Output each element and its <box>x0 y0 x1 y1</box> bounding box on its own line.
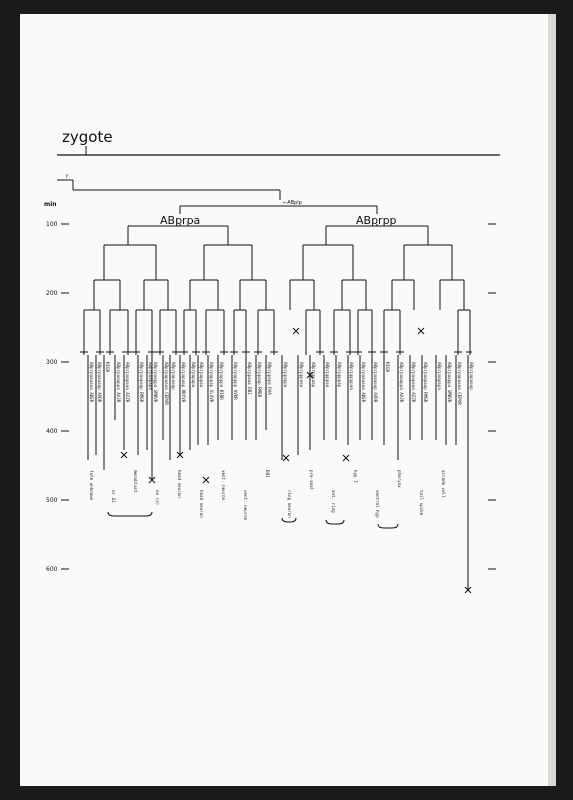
fate-annotation: ring neuron <box>287 490 292 518</box>
leaf-label: ABprpapaap URYVR <box>181 362 186 403</box>
fate-annotation: head neuron <box>199 490 204 518</box>
fate-annotation: pre-anal <box>309 470 314 491</box>
cell-death-mark <box>418 328 424 334</box>
leaf-label: ABprpaapaaa AIZR <box>125 362 130 403</box>
svg-text:600: 600 <box>46 566 58 573</box>
leaf-label: ABprpappaa <box>199 362 204 388</box>
svg-text:400: 400 <box>46 428 58 435</box>
fate-annotation: ant. ring <box>331 490 336 513</box>
fate-annotation: vent. neuron <box>243 490 248 521</box>
zygote-label: zygote <box>62 128 113 146</box>
leaf-label: ABprpaaappa AVJR <box>116 362 121 403</box>
fate-annotation: DB1 <box>265 470 270 478</box>
cell-death-mark <box>121 452 127 458</box>
fate-annotation: head neuron <box>177 470 182 498</box>
cell-death-mark <box>343 455 349 461</box>
abprpp-label: ABprpp <box>356 214 397 227</box>
leaf-label: ABprppppaa <box>325 362 330 388</box>
fate-annotation: tail spike <box>419 490 424 516</box>
leaf-label: ABprpappap OLQVR <box>209 362 214 403</box>
leaf-label: ABprpaaappa AVJR <box>399 362 404 403</box>
leaf-label: ABprpaapaap RMGR <box>139 362 144 403</box>
leaf-label: ABprpaappa SMBVR <box>447 362 452 403</box>
group-bracket <box>282 518 296 522</box>
leaf-label: ABprpaapaaa AIZR <box>411 362 416 403</box>
group-bracket <box>326 520 344 524</box>
cell-death-mark <box>283 455 289 461</box>
svg-text:200: 200 <box>46 290 58 297</box>
leaf-label: ABprpapaaap <box>469 362 474 390</box>
min-label: min <box>44 201 57 208</box>
leaf-label: ABprpapaaap <box>171 362 176 390</box>
leaf-label: ABprppappa <box>283 362 288 388</box>
leaf-label: ABprpapppp AVKR <box>233 362 238 400</box>
cell-death-mark <box>203 477 209 483</box>
fate-annotation: no (∅) <box>155 490 160 506</box>
leaf-label: ABprpaaaaap AVDR <box>373 362 378 403</box>
fate-annotation: arcade cell <box>441 470 446 498</box>
leaf-label: ABprpaapapa <box>148 362 153 390</box>
leaf-label: ABprpaappa SMBVR <box>153 362 158 403</box>
fate-annotation: vent. neuron <box>221 470 226 501</box>
leaf-label: ABprpppppaa <box>349 362 354 390</box>
leaf-label: ABprppaap RMER <box>257 362 262 398</box>
leaf-label: ABprpaapaap RMGR <box>423 362 428 403</box>
fate-annotation: ventral hyp <box>375 490 380 518</box>
leaf-label: ABprpapppa RIBR <box>219 362 224 400</box>
leaf-label: ABprpaaaaaa ADER <box>361 362 366 403</box>
fate-annotation: or G1 <box>111 490 116 503</box>
cell-death-mark <box>293 328 299 334</box>
leaf-label: ABprppapa DVA <box>267 362 272 395</box>
leaf-label: ABprppppap <box>337 362 342 388</box>
lineage-tree <box>80 226 472 590</box>
leaf-label: ABprpapaaaa CEPVR <box>457 362 462 405</box>
abprpa-label: ABprpa <box>160 214 201 227</box>
fate-annotation: mesoblast <box>133 470 138 493</box>
svg-text:r: r <box>66 173 69 180</box>
leaf-label: ABprpaapapa <box>437 362 442 390</box>
leaf-label: ABprpapapa <box>191 362 196 388</box>
fate-annotation: hyp 7 <box>353 470 358 483</box>
group-bracket <box>108 512 152 516</box>
leaf-label: ABprpppaap <box>311 362 316 388</box>
leaf-label: ABprpppaaa <box>299 362 304 388</box>
abplp-arrow: ←ABplp <box>283 200 302 206</box>
fate-annotation: fate unknown <box>89 470 94 501</box>
svg-text:500: 500 <box>46 497 58 504</box>
leaf-label: RIGR <box>385 362 390 373</box>
group-bracket <box>378 524 398 528</box>
leaf-label: ABprpaaaaap AVDR <box>97 362 102 403</box>
leaf-label: RIGR <box>105 362 110 373</box>
svg-text:100: 100 <box>46 221 58 228</box>
fate-annotation: pharynx <box>397 470 402 488</box>
svg-text:300: 300 <box>46 359 58 366</box>
leaf-label: ABprppaaa DB1 <box>247 362 252 395</box>
leaf-label: ABprpaaaaaa ADER <box>89 362 94 403</box>
leaf-label: ABprpapaaaa CEPVR <box>164 362 169 405</box>
